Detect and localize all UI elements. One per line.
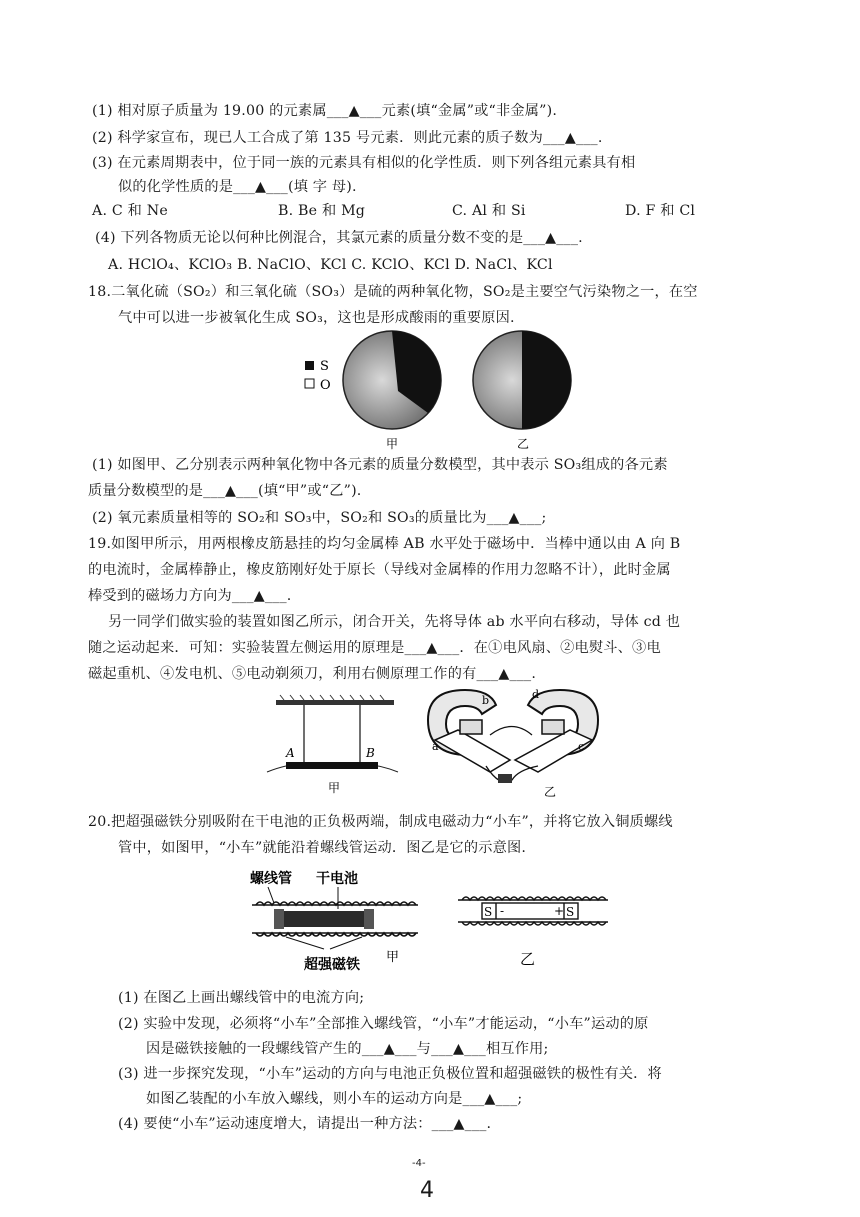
q19-line4: 另一同学们做实验的装置如图乙所示，闭合开关，先将导体 ab 水平向右移动，导体 cd 也	[108, 614, 681, 630]
q20-part1: (1) 在图乙上画出螺线管中的电流方向;	[118, 990, 365, 1006]
q17-part4: (4) 下列各物质无论以何种比例混合，其氯元素的质量分数不变的是___▲___.	[95, 230, 583, 246]
solenoid-car-figure-yi	[456, 884, 616, 972]
q17-option-c: C. Al 和 Si	[452, 203, 526, 219]
conductor-c-label: c	[578, 740, 585, 753]
q17-option-d: D. F 和 Cl	[625, 203, 696, 219]
label-yi: 乙	[544, 785, 557, 799]
q17-part3-line2: 似的化学性质的是___▲___(填 字 母).	[118, 179, 357, 195]
q20-line2: 管中，如图甲，“小车”就能沿着螺线管运动．图乙是它的示意图.	[118, 840, 527, 856]
q18-intro-line1: 18.二氧化硫（SO₂）和三氧化硫（SO₃）是硫的两种氧化物，SO₂是主要空气污染物之一，在空	[88, 284, 698, 300]
q19-line2: 的电流时，金属棒静止，橡皮筋刚好处于原长（导线对金属棒的作用力忽略不计），此时金属	[88, 562, 671, 578]
model-jia	[343, 331, 441, 429]
battery-positive-label: +	[554, 904, 565, 918]
hanging-rod-figure	[262, 692, 402, 800]
q18-part2: (2) 氧元素质量相等的 SO₂和 SO₃中，SO₂和 SO₃的质量比为___▲___;	[92, 510, 547, 526]
rod-end-b-label: B	[366, 746, 375, 760]
legend-oxygen-label: O	[320, 378, 331, 393]
q19-line6: 磁起重机、④发电机、⑤电动剃须刀，利用右侧原理工作的有___▲___.	[88, 666, 537, 682]
solenoid-label: 螺线管	[250, 871, 292, 887]
q19-line3: 棒受到的磁场力方向为___▲___.	[88, 588, 292, 604]
q17-part4-options: A. HClO₄、KClO₃ B. NaClO、KCl C. KClO、KCl D. NaCl、KCl	[108, 257, 553, 273]
q20-part4: (4) 要使“小车”运动速度增大，请提出一种方法：___▲___.	[118, 1116, 492, 1132]
q20-part2-line2: 因是磁铁接触的一段螺线管产生的___▲___与___▲___相互作用;	[146, 1041, 549, 1057]
label-jia: 甲	[386, 437, 399, 451]
legend-sulfur-swatch	[305, 361, 314, 370]
left-magnet-pole-label: S	[484, 905, 493, 919]
q17-part3-line1: (3) 在元素周期表中，位于同一族的元素具有相似的化学性质．则下列各组元素具有相	[92, 155, 636, 171]
conductor-a-label: a	[432, 740, 439, 753]
label-jia: 甲	[386, 950, 400, 965]
battery-negative-label: -	[500, 904, 505, 918]
q18-part1-line2: 质量分数模型的是___▲___(填“甲”或“乙”).	[88, 483, 362, 499]
q17-option-a: A. C 和 Ne	[92, 203, 168, 219]
legend-oxygen-swatch	[305, 379, 314, 388]
q20-line1: 20.把超强磁铁分别吸附在干电池的正负极两端，制成电磁动力“小车”，并将它放入铜质螺线	[88, 814, 673, 830]
q20-part2-line1: (2) 实验中发现，必须将“小车”全部推入螺线管，“小车”才能运动，“小车”运动的原	[118, 1016, 649, 1032]
solenoid-car-figure-jia	[246, 865, 426, 975]
battery-label: 干电池	[316, 871, 358, 887]
battery-body	[282, 911, 366, 927]
metal-rod-ab	[286, 762, 378, 769]
label-jia: 甲	[328, 781, 341, 795]
conductor-d-label: d	[532, 688, 540, 701]
conductor-b-label: b	[482, 694, 490, 707]
mass-fraction-models-figure	[290, 325, 580, 453]
q19-line5: 随之运动起来．可知：实验装置左侧运用的原理是___▲___．在①电风扇、②电熨斗、③电	[88, 640, 661, 656]
model-yi	[473, 331, 571, 429]
label-yi: 乙	[517, 437, 530, 451]
q20-part3-line2: 如图乙装配的小车放入螺线，则小车的运动方向是___▲___;	[146, 1091, 523, 1107]
q18-part1-line1: (1) 如图甲、乙分别表示两种氧化物中各元素的质量分数模型，其中表示 SO₃组成的各元素	[92, 457, 668, 473]
rod-end-a-label: A	[286, 746, 295, 760]
legend-sulfur-label: S	[320, 359, 329, 374]
q17-option-b: B. Be 和 Mg	[278, 203, 366, 219]
page-number-small: -4-	[412, 1158, 426, 1169]
q18-intro-line2: 气中可以进一步被氧化生成 SO₃，这也是形成酸雨的重要原因.	[118, 310, 515, 326]
magnet-apparatus-figure	[420, 680, 605, 802]
page-number: 4	[420, 1178, 434, 1203]
q17-part1: (1) 相对原子质量为 19.00 的元素属___▲___元素(填“金属”或“非金属”).	[92, 103, 558, 119]
magnet-label: 超强磁铁	[304, 957, 360, 973]
q20-part3-line1: (3) 进一步探究发现，“小车”运动的方向与电池正负极位置和超强磁铁的极性有关．将	[118, 1066, 662, 1082]
q19-line1: 19.如图甲所示，用两根橡皮筋悬挂的均匀金属棒 AB 水平处于磁场中．当棒中通以由 A 向 B	[88, 536, 681, 552]
right-magnet-pole-label: S	[566, 905, 575, 919]
label-yi: 乙	[520, 950, 536, 968]
q17-part2: (2) 科学家宣布，现已人工合成了第 135 号元素．则此元素的质子数为___▲___.	[92, 130, 603, 146]
